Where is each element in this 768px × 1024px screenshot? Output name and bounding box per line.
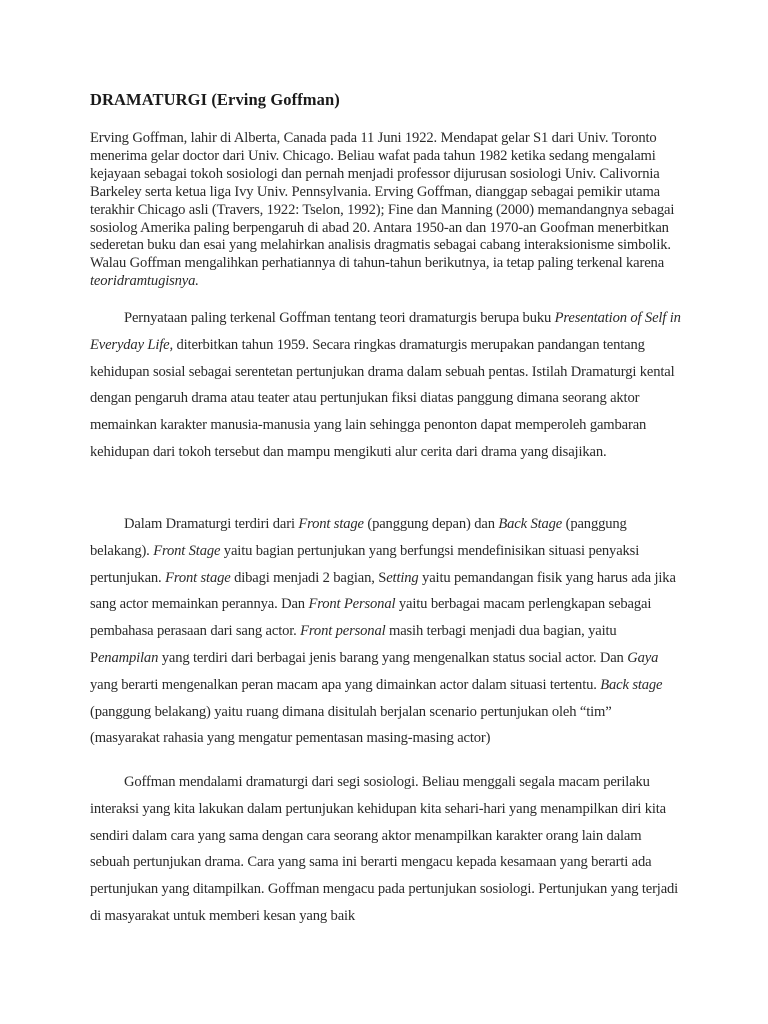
text-run: diterbitkan tahun 1959. Secara ringkas dramaturgis merupakan pandangan tentang kehidupan sosial sebagai serentetan pertunjukan drama dalam sebuah pentas. Istilah Dramaturgi kental dengan pengaruh drama atau teater atau pertunjukan fiksi diatas panggung dimana seorang aktor memainkan karakter manusia-manusia yang lain sehingga penonton dapat memperoleh gambaran kehidupan dari tokoh tersebut dan mampu mengikuti alur cerita dari drama yang disajikan. — [90, 336, 675, 460]
italic-text-run: Front Stage — [153, 542, 221, 559]
italic-text-run: Back Stage — [498, 516, 563, 532]
text-run: (panggung belakang) yaitu ruang dimana disitulah berjalan scenario pertunjukan oleh “tim” (masyarakat rahasia yang mengatur pementasan masing-masing actor) — [90, 703, 612, 747]
text-run: yaitu bagian pertunjukan yang berfungsi mendefinisikan situasi penyaksi pertunjukan. — [90, 542, 640, 586]
italic-text-run: Gaya — [627, 649, 659, 666]
text-run: masih terbagi menjadi dua bagian, yaitu P — [90, 623, 617, 666]
italic-text-run: Front Personal — [308, 596, 396, 613]
italic-text-run: Front stage — [298, 516, 364, 532]
paragraph-front-back-stage — [90, 511, 682, 752]
italic-text-run: Front personal — [300, 623, 386, 640]
paragraph-presentation-of-self — [90, 305, 682, 466]
text-run: yang terdiri dari berbagai jenis barang yang mengenalkan status social actor. Dan — [158, 649, 628, 666]
italic-text-run: Presentation of Self in Everyday Life, — [90, 310, 681, 353]
italic-text-run: enampilan — [97, 649, 159, 666]
text-run: yaitu berbagai macam perlengkapan sebagai pembahasa perasaan dari sang actor. — [90, 596, 652, 640]
text-run: Dalam Dramaturgi terdiri dari — [124, 516, 299, 532]
text-run: Erving Goffman, lahir di Alberta, Canada pada 11 Juni 1922. Mendapat gelar S1 dari Univ. Toronto menerima gelar doctor dari Univ. Chicago. Beliau wafat pada tahun 1982 ketika sedang mengalami kejayaan sebagai tokoh sosiologi dan pernah menjadi professor dijurusan sosiologi Univ. Calivornia Barkeley serta ketua liga Ivy Univ. Pennsylvania. Erving Goffman, dianggap sebagai pemikir utama terakhir Chicago asli (Travers, 1922: Tselon, 1992); Fine dan Manning (2000) memandangnya sebagai sosiolog Amerika paling berpengaruh di abad 20. Antara 1950-an dan 1970-an Goofman menerbitkan sederetan buku dan esai yang melahirkan analisis dragmatis sebagai cabang interaksionisme simbolik. Walau Goffman mengalihkan perhatiannya di tahun-tahun berikutnya, ia tetap paling terkenal karena — [90, 130, 675, 272]
text-run: (panggung depan) dan — [363, 516, 499, 532]
text-run: Pernyataan paling terkenal Goffman tentang teori dramaturgis berupa buku — [124, 310, 555, 326]
text-run: yang berarti mengenalkan peran macam apa yang dimainkan actor dalam situasi tertentu. — [90, 676, 601, 693]
italic-text-run: teoridramtugisnya. — [90, 273, 199, 290]
paragraph-biography — [90, 130, 682, 291]
italic-text-run: Front stage — [165, 569, 231, 586]
italic-text-run: etting — [386, 569, 419, 586]
text-run: (panggung belakang). — [90, 516, 627, 559]
text-run: Goffman mendalami dramaturgi dari segi sosiologi. Beliau menggali segala macam perilaku interaksi yang kita lakukan dalam pertunjukan kehidupan kita sehari-hari yang menampilkan diri kita sendiri dalam cara yang sama dengan cara seorang aktor menampilkan karakter orang lain dalam sebuah pertunjukan drama. Cara yang sama ini berarti mengacu kepada kesamaan yang berarti ada pertunjukan yang ditampilkan. Goffman mengacu pada pertunjukan sosiologi. Pertunjukan yang terjadi di masyarakat untuk memberi kesan yang baik — [90, 774, 679, 924]
italic-text-run: Back stage — [600, 676, 663, 693]
text-run: dibagi menjadi 2 bagian, S — [230, 569, 387, 586]
paragraph-sociology — [90, 769, 682, 930]
document-title: DRAMATURGI (Erving Goffman) — [90, 90, 340, 109]
text-run: yaitu pemandangan fisik yang harus ada jika sang actor memainkan perannya. Dan — [90, 569, 676, 613]
